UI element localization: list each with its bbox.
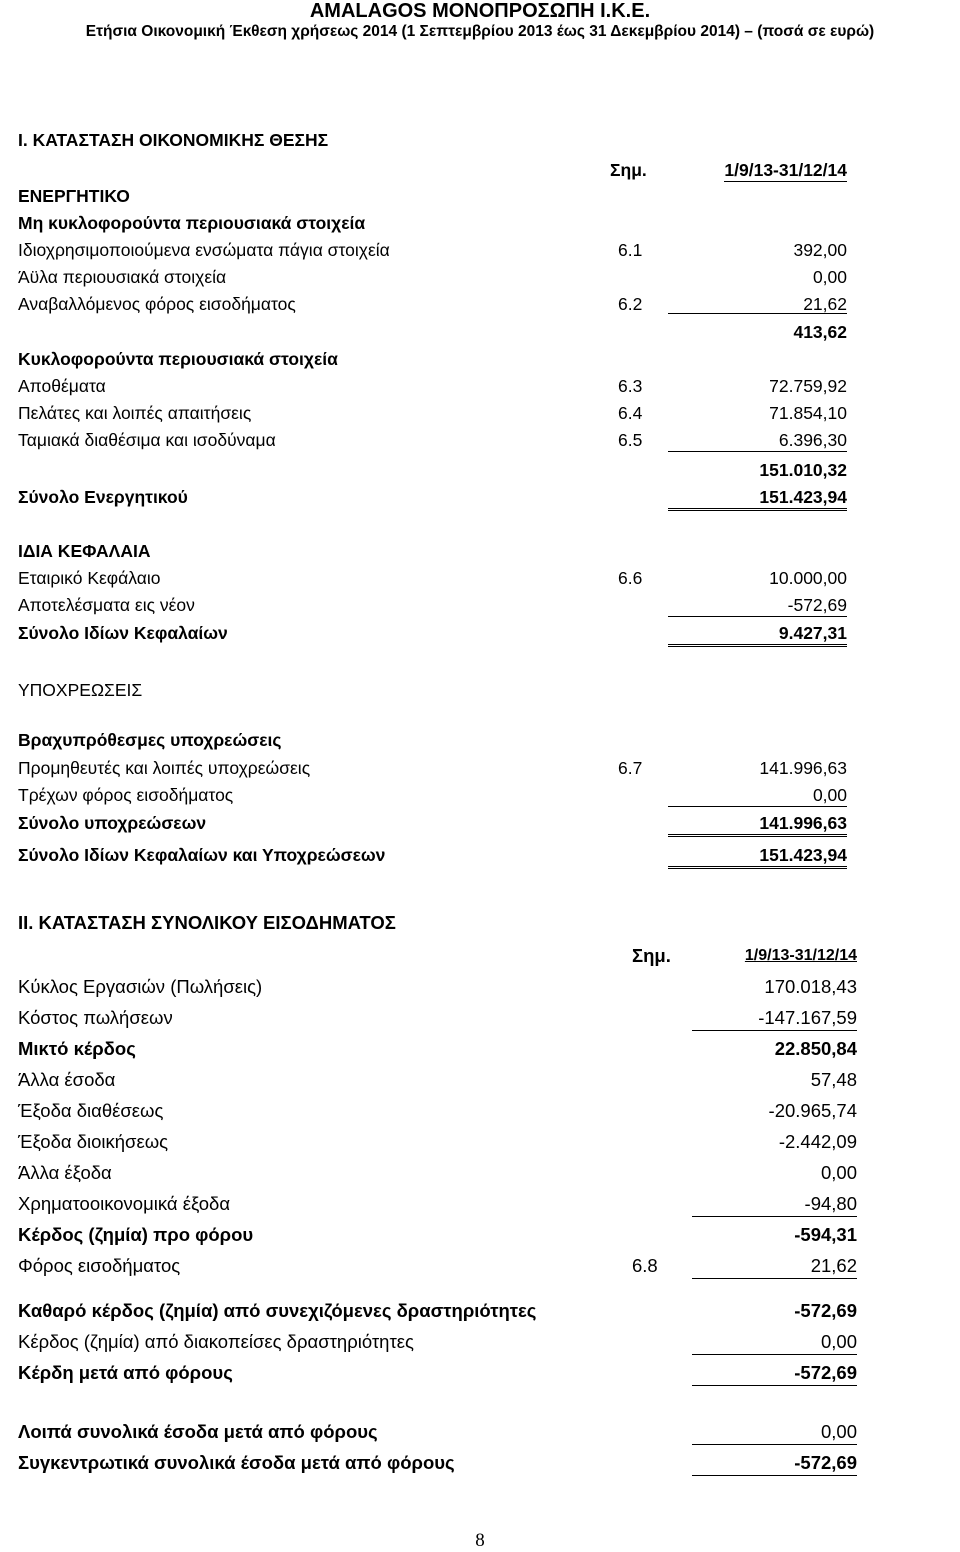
note-column-header: Σημ. (610, 160, 647, 180)
total-liabilities-label: Σύνολο υποχρεώσεων (18, 813, 207, 833)
row-label: Χρηματοοικονομικά έξοδα (18, 1193, 231, 1214)
row-value: 0,00 (820, 1421, 857, 1442)
total-equity-liabilities-label: Σύνολο Ιδίων Κεφαλαίων και Υποχρεώσεων (18, 845, 386, 865)
note-column-header: Σημ. (632, 945, 671, 966)
period-column-header: 1/9/13-31/12/14 (744, 947, 857, 964)
row-value: 72.759,92 (769, 376, 847, 396)
row-label: Κέρδος (ζημία) από διακοπείσες δραστηριότητες (18, 1331, 414, 1352)
total-equity-value: 9.427,31 (778, 623, 847, 643)
row-value: 170.018,43 (764, 976, 857, 997)
subtotal-rule (692, 1278, 857, 1279)
subtotal-rule (668, 451, 847, 452)
row-label: Αποτελέσματα εις νέον (18, 595, 195, 615)
row-label: Ιδιοχρησιμοποιούμενα ενσώματα πάγια στοιχεία (18, 240, 390, 260)
row-value: 0,00 (812, 785, 847, 805)
row-label: Λοιπά συνολικά έσοδα μετά από φόρους (18, 1421, 378, 1442)
row-value: 6.396,30 (778, 430, 847, 450)
row-value: -94,80 (804, 1193, 857, 1214)
row-label: Άλλα έσοδα (18, 1069, 116, 1090)
row-label: Προμηθευτές και λοιπές υποχρεώσεις (18, 758, 311, 778)
total-assets-value: 151.423,94 (759, 487, 847, 507)
row-label: Τρέχων φόρος εισοδήματος (18, 785, 234, 805)
row-label: Φόρος εισοδήματος (18, 1255, 181, 1276)
row-label: Άϋλα περιουσιακά στοιχεία (18, 267, 227, 287)
total-equity-liabilities-value: 151.423,94 (759, 845, 847, 865)
row-value: 10.000,00 (769, 568, 847, 588)
row-note: 6.2 (618, 294, 643, 314)
row-label: Κέρδη μετά από φόρους (18, 1362, 233, 1383)
row-value: -572,69 (787, 595, 847, 615)
row-value: 141.996,63 (759, 758, 847, 778)
balance-sheet-title: I. ΚΑΤΑΣΤΑΣΗ ΟΙΚΟΝΟΜΙΚΗΣ ΘΕΣΗΣ (18, 130, 329, 150)
row-label: Έξοδα διαθέσεως (18, 1100, 164, 1121)
row-value: -572,69 (794, 1452, 857, 1473)
row-value: 0,00 (812, 267, 847, 287)
page-number: 8 (475, 1530, 485, 1551)
row-value: 71.854,10 (769, 403, 847, 423)
subtotal-rule (668, 806, 847, 807)
row-label: Έξοδα διοικήσεως (18, 1131, 169, 1152)
row-note: 6.4 (618, 403, 643, 423)
row-value: 0,00 (820, 1162, 857, 1183)
row-value: -2.442,09 (778, 1131, 857, 1152)
row-note: 6.3 (618, 376, 643, 396)
liabilities-heading: ΥΠΟΧΡΕΩΣΕΙΣ (18, 680, 143, 700)
row-value: 57,48 (810, 1069, 857, 1090)
assets-heading: ΕΝΕΡΓΗΤΙΚΟ (18, 186, 130, 206)
subtotal-rule (668, 616, 847, 617)
row-label: Αποθέματα (18, 376, 106, 396)
income-statement-title: II. ΚΑΤΑΣΤΑΣΗ ΣΥΝΟΛΙΚΟΥ ΕΙΣΟΔΗΜΑΤΟΣ (18, 912, 396, 933)
row-label: Κύκλος Εργασιών (Πωλήσεις) (18, 976, 263, 997)
row-label: Άλλα έξοδα (18, 1162, 112, 1183)
subtotal-rule (692, 1216, 857, 1217)
row-label: Μικτό κέρδος (18, 1038, 136, 1059)
noncurrent-total: 413,62 (793, 322, 847, 342)
row-value: 0,00 (820, 1331, 857, 1352)
company-name: AMALAGOS ΜΟΝΟΠΡΟΣΩΠΗ Ι.Κ.Ε. (309, 0, 651, 22)
total-double-rule (668, 866, 847, 869)
subtotal-rule (692, 1444, 857, 1445)
total-double-rule (668, 834, 847, 837)
short-term-heading: Βραχυπρόθεσμες υποχρεώσεις (18, 730, 282, 750)
row-value: -572,69 (794, 1300, 857, 1321)
total-equity-label: Σύνολο Ιδίων Κεφαλαίων (18, 623, 228, 643)
subtotal-rule (692, 1354, 857, 1355)
subtotal-rule (692, 1030, 857, 1031)
row-value: -20.965,74 (768, 1100, 857, 1121)
total-liabilities-value: 141.996,63 (759, 813, 847, 833)
total-double-rule (668, 644, 847, 647)
row-note: 6.7 (618, 758, 643, 778)
row-label: Κέρδος (ζημία) προ φόρου (18, 1224, 254, 1245)
subtotal-rule (692, 1385, 857, 1386)
row-label: Αναβαλλόμενος φόρος εισοδήματος (18, 294, 296, 314)
noncurrent-assets-heading: Μη κυκλοφορούντα περιουσιακά στοιχεία (18, 213, 366, 233)
total-assets-label: Σύνολο Ενεργητικού (18, 487, 188, 507)
row-label: Συγκεντρωτικά συνολικά έσοδα μετά από φόρους (18, 1452, 455, 1473)
report-subtitle: Ετήσια Οικονομική Έκθεση χρήσεως 2014 (1 Σεπτεμβρίου 2013 έως 31 Δεκεμβρίου 2014) – (ποσά σε ευρώ) (85, 23, 875, 40)
equity-heading: ΙΔΙΑ ΚΕΦΑΛΑΙΑ (18, 541, 151, 561)
total-double-rule (668, 508, 847, 511)
row-label: Πελάτες και λοιπές απαιτήσεις (18, 403, 252, 423)
row-value: 22.850,84 (774, 1038, 857, 1059)
row-label: Κόστος πωλήσεων (18, 1007, 173, 1028)
row-note: 6.1 (618, 240, 643, 260)
row-value: 21,62 (803, 294, 847, 314)
current-total: 151.010,32 (759, 460, 847, 480)
row-value: -594,31 (794, 1224, 857, 1245)
period-column-header: 1/9/13-31/12/14 (724, 160, 847, 180)
row-value: -572,69 (794, 1362, 857, 1383)
row-label: Εταιρικό Κεφάλαιο (18, 568, 161, 588)
row-note: 6.6 (618, 568, 643, 588)
current-assets-heading: Κυκλοφορούντα περιουσιακά στοιχεία (18, 349, 338, 369)
row-note: 6.5 (618, 430, 643, 450)
row-note: 6.8 (632, 1255, 658, 1276)
row-label: Ταμιακά διαθέσιμα και ισοδύναμα (18, 430, 276, 450)
subtotal-rule (668, 313, 847, 314)
row-value: 21,62 (810, 1255, 857, 1276)
row-value: 392,00 (793, 240, 847, 260)
row-label: Καθαρό κέρδος (ζημία) από συνεχιζόμενες δραστηριότητες (18, 1300, 537, 1321)
subtotal-rule (692, 1475, 857, 1476)
row-value: -147.167,59 (758, 1007, 857, 1028)
